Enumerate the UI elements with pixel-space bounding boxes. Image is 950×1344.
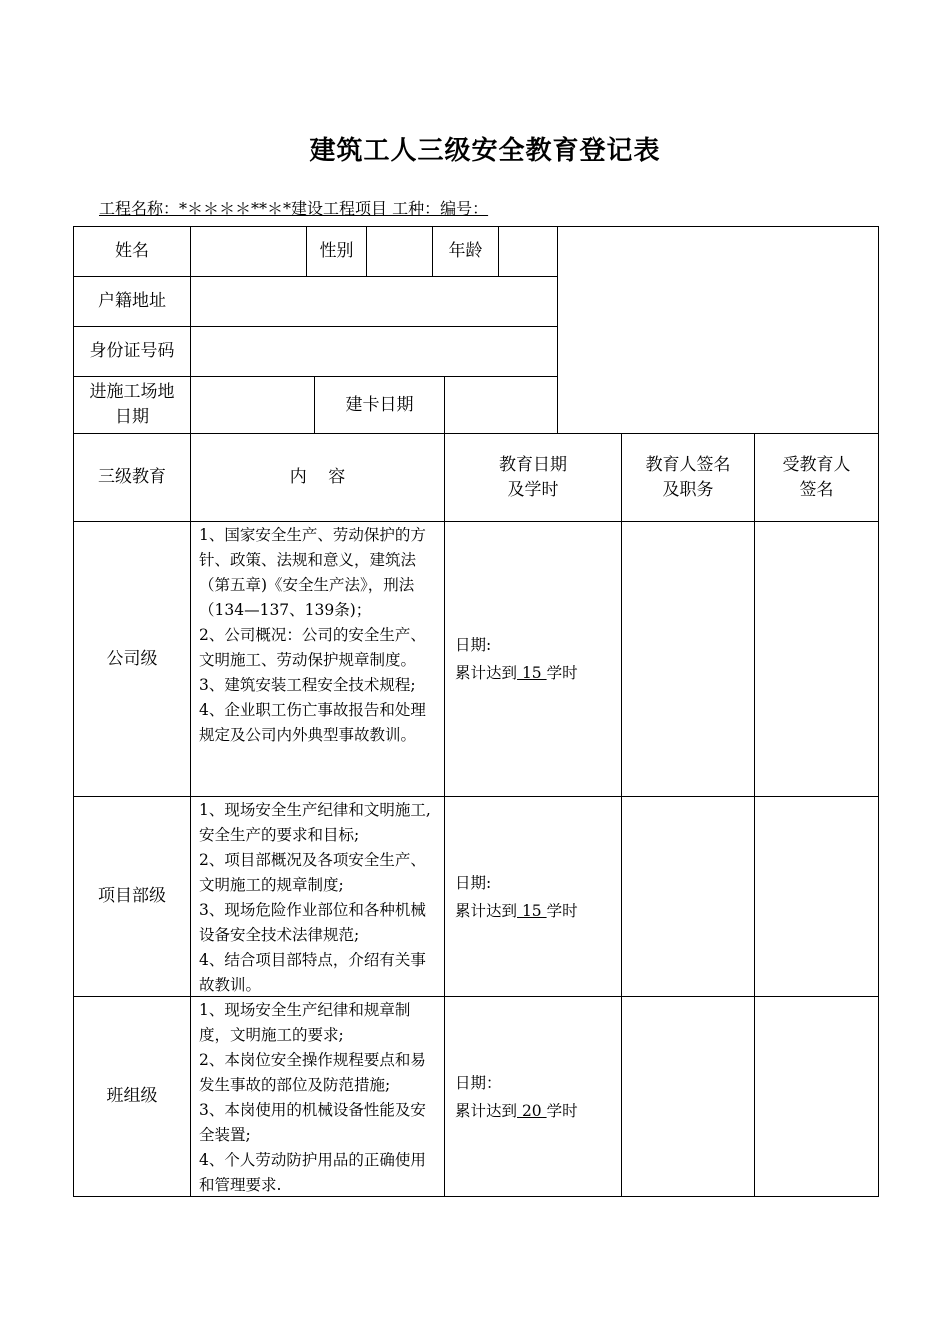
hours-line: 累计达到 15 学时 — [455, 664, 578, 682]
photo-area — [557, 226, 879, 434]
name-label: 姓名 — [73, 226, 191, 277]
project-line: 工程名称：*＊＊＊＊**＊*建设工程项目 工种：编号： — [99, 199, 489, 218]
hours-value: 15 — [517, 901, 547, 920]
edu-date-project[interactable] — [444, 796, 622, 997]
list-item: 3、本岗使用的机械设备性能及安全装置; — [199, 1101, 426, 1144]
gender-field[interactable] — [366, 226, 433, 277]
content-team — [190, 996, 445, 1197]
educator-signature-project[interactable] — [621, 796, 755, 997]
hours-value: 20 — [517, 1101, 547, 1120]
list-item: 1、国家安全生产、劳动保护的方针、政策、法规和意义，建筑法（第五章)《安全生产法》，刑法（134—137、139条)； — [199, 526, 426, 619]
edu-date-team[interactable] — [444, 996, 622, 1197]
list-item: 1、现场安全生产纪律和规章制度，文明施工的要求; — [199, 1001, 411, 1044]
hours-line: 累计达到 15 学时 — [455, 901, 578, 920]
list-item: 1、现场安全生产纪律和文明施工,安全生产的要求和目标; — [199, 801, 431, 844]
list-item: 4、企业职工伤亡事故报告和处理规定及公司内外典型事故教训。 — [199, 701, 426, 744]
list-item: 2、本岗位安全操作规程要点和易发生事故的部位及防范措施; — [199, 1051, 426, 1094]
list-item: 3、建筑安装工程安全技术规程; — [199, 676, 416, 694]
educator-column-header: 教育人签名 及职务 — [621, 433, 755, 522]
level-company: 公司级 — [73, 521, 191, 797]
educator-signature-company[interactable] — [621, 521, 755, 797]
receiver-signature-company[interactable] — [754, 521, 879, 797]
list-item: 2、项目部概况及各项安全生产、文明施工的规章制度; — [199, 851, 426, 894]
receiver-signature-team[interactable] — [754, 996, 879, 1197]
receiver-column-header: 受教育人 签名 — [754, 433, 879, 522]
card-date-label: 建卡日期 — [314, 376, 445, 434]
list-item: 2、公司概况：公司的安全生产、文明施工、劳动保护规章制度。 — [199, 626, 426, 669]
date-label: 日期: — [455, 636, 492, 654]
content-column-header: 内 容 — [190, 433, 445, 522]
date-label: 日期： — [455, 1073, 502, 1092]
entry-date-label: 进施工场地 日期 — [73, 376, 191, 434]
list-item: 4、结合项目部特点，介绍有关事故教训。 — [199, 951, 426, 994]
age-field[interactable] — [498, 226, 558, 277]
name-field[interactable] — [190, 226, 307, 277]
address-label: 户籍地址 — [73, 276, 191, 327]
card-date-field[interactable] — [444, 376, 558, 434]
id-number-label: 身份证号码 — [73, 326, 191, 377]
level-project: 项目部级 — [73, 796, 191, 997]
level-column-header: 三级教育 — [73, 433, 191, 522]
entry-date-field[interactable] — [190, 376, 315, 434]
form-title: 建筑工人三级安全教育登记表 — [309, 136, 661, 166]
date-label: 日期: — [455, 873, 492, 892]
id-number-field[interactable] — [190, 326, 558, 377]
educator-signature-team[interactable] — [621, 996, 755, 1197]
list-item: 4、个人劳动防护用品的正确使用和管理要求. — [199, 1151, 426, 1194]
gender-label: 性别 — [306, 226, 367, 277]
age-label: 年龄 — [432, 226, 499, 277]
level-team: 班组级 — [73, 996, 191, 1197]
edu-date-company[interactable] — [444, 521, 622, 797]
address-field[interactable] — [190, 276, 558, 327]
hours-line: 累计达到 20 学时 — [455, 1101, 578, 1120]
content-company — [190, 521, 445, 797]
list-item: 3、现场危险作业部位和各种机械设备安全技术法律规范; — [199, 901, 426, 944]
edu-date-column-header: 教育日期 及学时 — [444, 433, 622, 522]
content-project — [190, 796, 445, 997]
receiver-signature-project[interactable] — [754, 796, 879, 997]
hours-value: 15 — [517, 664, 547, 682]
